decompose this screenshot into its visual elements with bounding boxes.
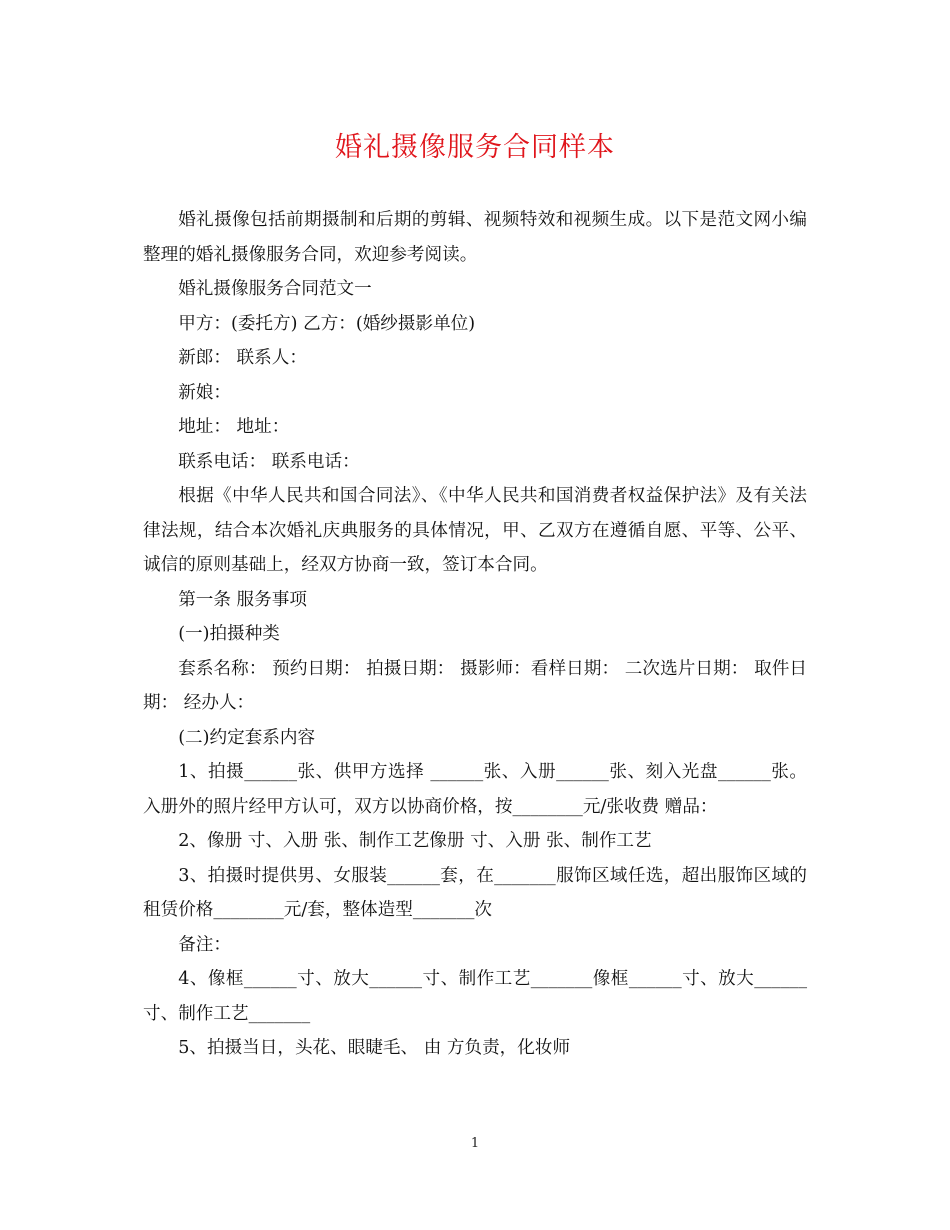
- paragraph-shoot-type: (一)拍摄种类: [178, 624, 280, 644]
- paragraph-item-4: 4、像框______寸、放大______寸、制作工艺_______像框______寸、放大______寸、制作工艺_______: [143, 969, 807, 1024]
- page-number: 1: [470, 1136, 480, 1151]
- paragraph-item-1: 1、拍摄______张、供甲方选择 ______张、入册______张、刻入光盘______张。入册外的照片经甲方认可，双方以协商价格，按________元/张收费 赠品：: [143, 762, 807, 817]
- paragraph-groom: 新郎： 联系人：: [178, 348, 307, 368]
- paragraph-intro: 婚礼摄像包括前期摄制和后期的剪辑、视频特效和视频生成。以下是范文网小编整理的婚礼摄像服务合同，欢迎参考阅读。: [143, 210, 807, 265]
- document-title: 婚礼摄像服务合同样本: [335, 132, 615, 163]
- paragraph-address: 地址： 地址：: [178, 417, 290, 437]
- paragraph-package-content: (二)约定套系内容: [178, 727, 316, 748]
- paragraph-article-one: 第一条 服务事项: [178, 589, 307, 610]
- paragraph-item-2: 2、像册 寸、入册 张、制作工艺像册 寸、入册 张、制作工艺: [178, 831, 652, 851]
- paragraph-package-info: 套系名称： 预约日期： 拍摄日期： 摄影师：看样日期： 二次选片日期： 取件日期： 经办人：: [143, 658, 807, 713]
- paragraph-sample-heading: 婚礼摄像服务合同范文一: [178, 279, 372, 299]
- paragraph-bride: 新娘：: [178, 382, 231, 403]
- paragraph-phone: 联系电话： 联系电话：: [178, 451, 360, 472]
- paragraph-remarks: 备注：: [178, 934, 231, 955]
- paragraph-item-3: 3、拍摄时提供男、女服装______套，在_______服饰区域任选，超出服饰区域的租赁价格________元/套，整体造型_______次: [143, 865, 807, 920]
- paragraph-parties: 甲方：(委托方) 乙方：(婚纱摄影单位): [178, 313, 476, 334]
- document-body: [143, 203, 807, 1066]
- paragraph-legal-basis: 根据《中华人民共和国合同法》、《中华人民共和国消费者权益保护法》及有关法律法规，结合本次婚礼庆典服务的具体情况，甲、乙双方在遵循自愿、平等、公平、诚信的原则基础上，经双方协商一致，签订本合同。: [143, 486, 807, 575]
- paragraph-item-5: 5、拍摄当日，头花、眼睫毛、 由 方负责，化妆师: [178, 1038, 571, 1058]
